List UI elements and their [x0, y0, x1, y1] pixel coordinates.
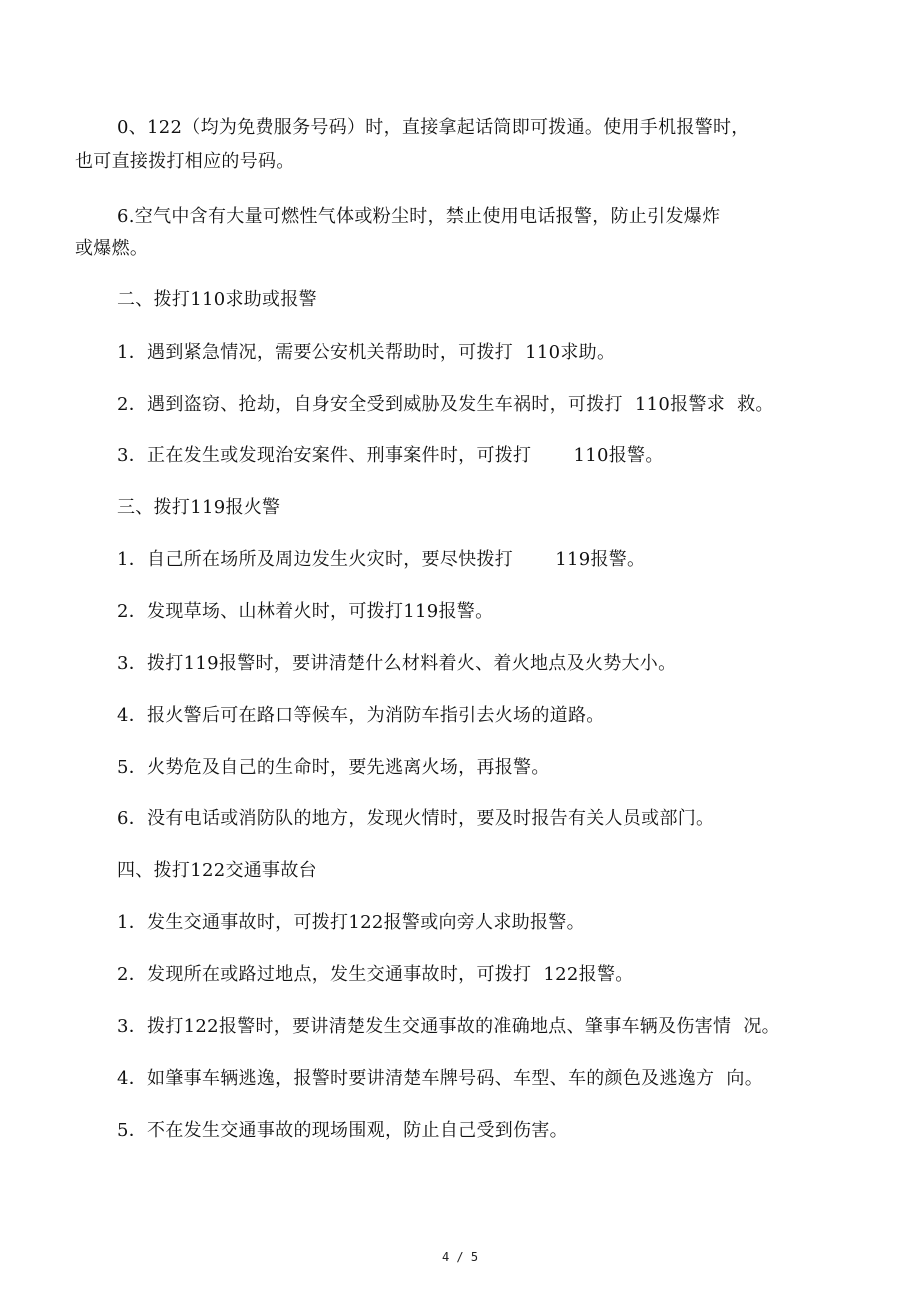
list-item: 3．正在发生或发现治安案件、刑事案件时，可拨打 110报警。 — [117, 445, 664, 466]
list-item: 3．拨打122报警时，要讲清楚发生交通事故的准确地点、肇事车辆及伤害情 况。 — [117, 1016, 780, 1037]
list-item: 1．发生交通事故时，可拨打122报警或向旁人求助报警。 — [117, 912, 585, 933]
intro-paragraph-1-line-1: 0、122（均为免费服务号码）时，直接拿起话筒即可拨通。使用手机报警时， — [117, 117, 750, 138]
list-item: 2．遇到盗窃、抢劫，自身安全受到威胁及发生车祸时，可拨打 110报警求 救。 — [117, 394, 774, 415]
intro-paragraph-2-line-2: 或爆燃。 — [75, 238, 149, 259]
section-heading-119: 三、拨打119报火警 — [117, 497, 281, 518]
list-item: 4．如肇事车辆逃逸，报警时要讲清楚车牌号码、车型、车的颜色及逃逸方 向。 — [117, 1068, 763, 1089]
section-heading-122: 四、拨打122交通事故台 — [117, 860, 317, 881]
list-item: 2．发现草场、山林着火时，可拨打119报警。 — [117, 601, 494, 622]
list-item: 2．发现所在或路过地点，发生交通事故时，可拨打 122报警。 — [117, 964, 634, 985]
list-item: 6．没有电话或消防队的地方，发现火情时，要及时报告有关人员或部门。 — [117, 808, 715, 829]
list-item: 1．遇到紧急情况，需要公安机关帮助时，可拨打 110求助。 — [117, 342, 616, 363]
list-item: 5．不在发生交通事故的现场围观，防止自己受到伤害。 — [117, 1120, 568, 1141]
page-number: 4 / 5 — [441, 1250, 479, 1264]
intro-paragraph-2-line-1: 6.空气中含有大量可燃性气体或粉尘时，禁止使用电话报警，防止引发爆炸 — [117, 206, 721, 227]
list-item: 3．拨打119报警时，要讲清楚什么材料着火、着火地点及火势大小。 — [117, 653, 677, 674]
list-item: 1．自己所在场所及周边发生火灾时，要尽快拨打 119报警。 — [117, 549, 646, 570]
list-item: 5．火势危及自己的生命时，要先逃离火场，再报警。 — [117, 757, 550, 778]
section-heading-110: 二、拨打110求助或报警 — [117, 289, 317, 310]
intro-paragraph-1-line-2: 也可直接拨打相应的号码。 — [75, 151, 295, 172]
list-item: 4．报火警后可在路口等候车，为消防车指引去火场的道路。 — [117, 705, 605, 726]
